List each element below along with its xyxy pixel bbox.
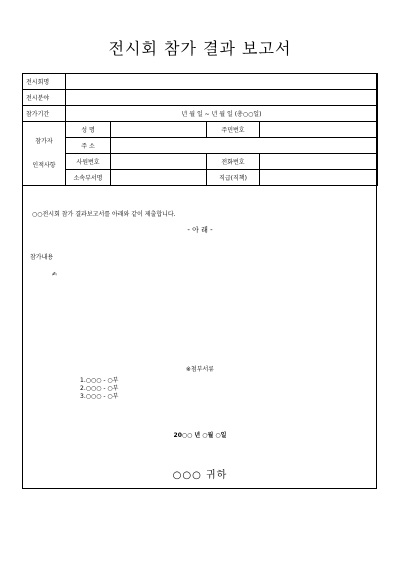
- table-row: [23, 106, 378, 122]
- list-item: 3.○○○ - ○부: [80, 393, 119, 400]
- resident-no-label: 주민번호: [207, 122, 260, 138]
- employee-no-label: 사원번호: [66, 154, 111, 170]
- list-item: 2.○○○ - ○부: [80, 385, 119, 392]
- position-field[interactable]: [260, 170, 378, 186]
- table-row: [23, 138, 378, 154]
- content-label: 참가내용: [30, 254, 54, 261]
- participant-label-line1: 참가자: [35, 137, 53, 145]
- list-item: 1.○○○ - ○부: [80, 377, 119, 384]
- info-table: [22, 73, 378, 186]
- period-label: 참가기간: [23, 106, 66, 122]
- address-field[interactable]: [111, 138, 378, 154]
- exhibition-field-label: 전시분야: [23, 90, 66, 106]
- participant-label: [23, 122, 66, 186]
- name-field[interactable]: [111, 122, 207, 138]
- period-value[interactable]: 년 월 일 ~ 년 월 일 (총○○일): [66, 106, 378, 122]
- attachments-title: ※첨부서류: [185, 366, 215, 373]
- document-title: 전시회 참가 결과 보고서: [108, 39, 292, 58]
- position-label: 직급(직책): [207, 170, 260, 186]
- department-field[interactable]: [111, 170, 207, 186]
- table-row: [23, 122, 378, 138]
- pen-icon: ✍: [52, 271, 58, 278]
- exhibition-name-field[interactable]: [66, 74, 378, 90]
- table-row: [23, 74, 378, 90]
- exhibition-field-field[interactable]: [66, 90, 378, 106]
- exhibition-name-label: 전시회명: [23, 74, 66, 90]
- table-row: [23, 170, 378, 186]
- department-label: 소속부서명: [66, 170, 111, 186]
- arae-heading: - 아 래 -: [187, 226, 213, 234]
- name-label: 성 명: [66, 122, 111, 138]
- participant-label-line2: 인적사항: [32, 161, 56, 169]
- phone-label: 전화번호: [207, 154, 260, 170]
- submission-text: ○○전시회 참가 결과보고서를 아래와 같이 제출합니다.: [32, 211, 176, 218]
- attachments-list: [80, 377, 118, 401]
- table-row: [23, 90, 378, 106]
- table-row: [23, 154, 378, 170]
- addressee: ○○○ 귀하: [172, 470, 228, 481]
- resident-no-field[interactable]: [260, 122, 378, 138]
- phone-field[interactable]: [260, 154, 378, 170]
- submission-date: 20○○ 년 ○월 ○일: [173, 432, 227, 439]
- address-label: 주 소: [66, 138, 111, 154]
- employee-no-field[interactable]: [111, 154, 207, 170]
